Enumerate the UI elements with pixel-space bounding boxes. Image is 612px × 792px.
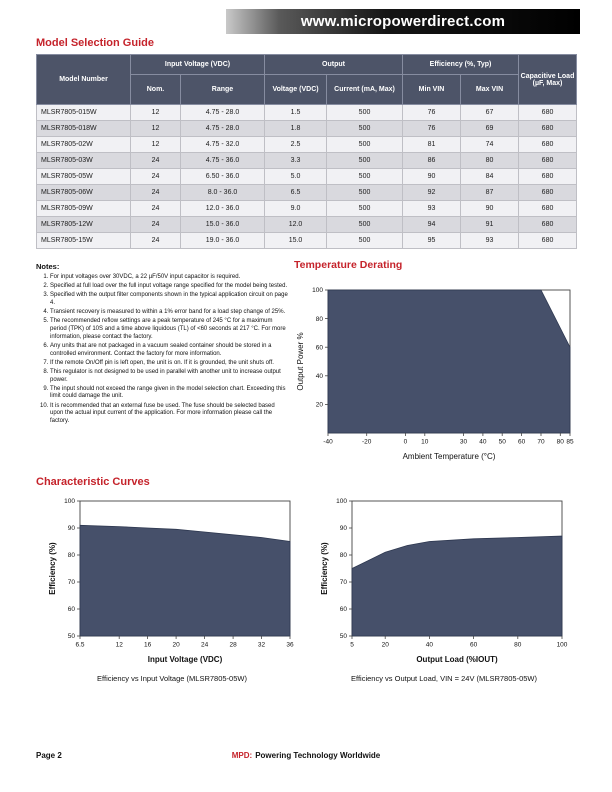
table-body: [37, 105, 577, 249]
col-header-capacitive-load: Capacitive Load (µF, Max): [519, 55, 577, 105]
table-cell: 9.0: [265, 201, 327, 217]
table-cell: 500: [327, 137, 403, 153]
svg-text:40: 40: [315, 373, 323, 380]
svg-text:70: 70: [339, 579, 347, 587]
efficiency-vs-input-voltage-chart: [46, 494, 298, 683]
svg-text:50: 50: [67, 633, 75, 641]
svg-text:16: 16: [143, 641, 152, 649]
table-cell: 6.5: [265, 185, 327, 201]
svg-text:50: 50: [498, 438, 506, 446]
table-cell: 500: [327, 153, 403, 169]
col-header-output: Output: [265, 55, 403, 75]
svg-text:36: 36: [286, 641, 294, 649]
svg-text:80: 80: [339, 552, 347, 560]
svg-text:30: 30: [459, 438, 468, 446]
note-item: 6. Any units that are not packaged in a vacuum sealed container should be stored in a controlled environment. Contact the factory for more information.: [50, 343, 288, 358]
table-cell: 500: [327, 105, 403, 121]
note-item: 8. This regulator is not designed to be used in parallel with another unit to increase output power.: [50, 369, 288, 384]
model-number-cell: MLSR7805-05W: [37, 169, 131, 185]
table-cell: 24: [131, 217, 181, 233]
svg-text:20: 20: [315, 401, 323, 409]
table-cell: 2.5: [265, 137, 327, 153]
model-number-cell: MLSR7805-018W: [37, 121, 131, 137]
svg-text:6.5: 6.5: [75, 641, 85, 649]
notes-title: Notes:: [36, 262, 60, 271]
table-cell: 76: [403, 105, 461, 121]
table-cell: 680: [519, 121, 577, 137]
table-cell: 24: [131, 169, 181, 185]
svg-text:0: 0: [403, 438, 408, 446]
col-header-current: Current (mA, Max): [327, 75, 403, 105]
col-header-nom: Nom.: [131, 75, 181, 105]
col-header-voltage: Voltage (VDC): [265, 75, 327, 105]
note-item: 9. The input should not exceed the range given in the model selection chart. Exceeding this limit could damage the unit.: [50, 386, 288, 401]
table-cell: 94: [403, 217, 461, 233]
table-cell: 680: [519, 105, 577, 121]
derating-chart: [294, 283, 580, 468]
svg-text:60: 60: [67, 606, 75, 614]
table-row: [37, 201, 577, 217]
table-row: [37, 121, 577, 137]
table-cell: 12: [131, 121, 181, 137]
footer-tagline: [0, 751, 612, 760]
chart-caption: Efficiency vs Input Voltage (MLSR7805-05W): [97, 674, 247, 683]
efficiency-vs-output-load-chart: [318, 494, 570, 683]
chart-svg: [294, 283, 578, 463]
svg-text:80: 80: [556, 438, 564, 446]
model-selection-guide-title: Model Selection Guide: [36, 37, 154, 49]
col-header-efficiency: Efficiency (%, Typ): [403, 55, 519, 75]
table-cell: 4.75 - 28.0: [181, 105, 265, 121]
svg-text:32: 32: [257, 641, 266, 649]
svg-text:Efficiency (%): Efficiency (%): [48, 542, 57, 595]
chart-svg: [46, 494, 298, 666]
table-cell: 500: [327, 121, 403, 137]
note-item: 4. Transient recovery is measured to within a 1% error band for a load step change of 25%.: [50, 309, 288, 317]
table-header: [37, 55, 577, 105]
svg-text:20: 20: [381, 641, 389, 649]
brand-label: MPD:: [231, 751, 253, 760]
note-item: 5. The recommended reflow settings are a peak temperature of 245 °C for a maximum period (TPK) of 10S and a time above liquidous (TL) of <60 seconds at 217 °C. For more information, please contact the factory.: [50, 318, 288, 341]
temperature-derating-section: [294, 259, 580, 468]
notes-section: [36, 262, 288, 427]
table-cell: 91: [461, 217, 519, 233]
col-header-range: Range: [181, 75, 265, 105]
svg-text:Output Load (%IOUT): Output Load (%IOUT): [416, 655, 498, 664]
chart-svg: [318, 494, 570, 666]
table-cell: 5.0: [265, 169, 327, 185]
table-cell: 92: [403, 185, 461, 201]
model-number-cell: MLSR7805-02W: [37, 137, 131, 153]
table-cell: 80: [461, 153, 519, 169]
svg-text:5: 5: [350, 641, 354, 649]
table-cell: 24: [131, 153, 181, 169]
svg-text:Efficiency (%): Efficiency (%): [320, 542, 329, 595]
svg-text:28: 28: [229, 641, 237, 649]
table-cell: 680: [519, 185, 577, 201]
table-row: [37, 169, 577, 185]
chart-caption: Efficiency vs Output Load, VIN = 24V (MLSR7805-05W): [351, 674, 537, 683]
note-item: 10. It is recommended that an external fuse be used. The fuse should be selected based upon the actual input current of the application. For more information please call the factory.: [50, 403, 288, 426]
table-cell: 3.3: [265, 153, 327, 169]
table-cell: 19.0 - 36.0: [181, 233, 265, 249]
table-row: [37, 217, 577, 233]
svg-text:70: 70: [537, 438, 545, 446]
table-row: [37, 105, 577, 121]
table-cell: 15.0: [265, 233, 327, 249]
table-cell: 86: [403, 153, 461, 169]
svg-text:70: 70: [67, 579, 75, 587]
svg-text:-20: -20: [361, 438, 372, 446]
svg-text:60: 60: [339, 606, 347, 614]
table-cell: 680: [519, 217, 577, 233]
svg-text:Ambient Temperature (°C): Ambient Temperature (°C): [402, 452, 496, 461]
header-bar: [226, 9, 580, 34]
table-cell: 12: [131, 105, 181, 121]
model-number-cell: MLSR7805-12W: [37, 217, 131, 233]
table-cell: 680: [519, 153, 577, 169]
svg-text:-40: -40: [323, 438, 333, 446]
page-number: Page 2: [36, 751, 62, 760]
table-cell: 4.75 - 28.0: [181, 121, 265, 137]
svg-text:20: 20: [172, 641, 180, 649]
svg-text:85: 85: [566, 438, 574, 446]
table-cell: 1.5: [265, 105, 327, 121]
table-cell: 93: [403, 201, 461, 217]
characteristic-curves-title: Characteristic Curves: [36, 476, 150, 488]
table-cell: 84: [461, 169, 519, 185]
table-cell: 500: [327, 217, 403, 233]
svg-text:60: 60: [315, 344, 323, 352]
table-cell: 1.8: [265, 121, 327, 137]
col-header-input-voltage: Input Voltage (VDC): [131, 55, 265, 75]
svg-text:10: 10: [421, 438, 429, 446]
table-cell: 680: [519, 169, 577, 185]
svg-text:90: 90: [67, 525, 75, 533]
table-cell: 74: [461, 137, 519, 153]
table-cell: 680: [519, 233, 577, 249]
table-cell: 12: [131, 137, 181, 153]
svg-text:80: 80: [67, 552, 75, 560]
svg-text:100: 100: [336, 498, 347, 506]
svg-text:100: 100: [312, 287, 323, 295]
note-item: 1. For input voltages over 30VDC, a 22 µF/50V input capacitor is required.: [50, 274, 288, 282]
svg-text:80: 80: [514, 641, 522, 649]
notes-list: [36, 274, 288, 426]
svg-text:Output Power %: Output Power %: [296, 332, 305, 391]
table-cell: 76: [403, 121, 461, 137]
svg-text:12: 12: [115, 641, 123, 649]
model-number-cell: MLSR7805-03W: [37, 153, 131, 169]
table-cell: 12.0 - 36.0: [181, 201, 265, 217]
table-cell: 4.75 - 36.0: [181, 153, 265, 169]
svg-text:90: 90: [339, 525, 347, 533]
note-item: 7. If the remote On/Off pin is left open, the unit is on. If it is grounded, the unit shuts off.: [50, 360, 288, 368]
col-header-max-vin: Max VIN: [461, 75, 519, 105]
table-cell: 93: [461, 233, 519, 249]
table-cell: 680: [519, 137, 577, 153]
svg-text:40: 40: [479, 438, 487, 446]
table-cell: 24: [131, 185, 181, 201]
table-cell: 500: [327, 233, 403, 249]
svg-text:60: 60: [469, 641, 478, 649]
svg-text:100: 100: [64, 498, 75, 506]
table-cell: 8.0 - 36.0: [181, 185, 265, 201]
table-cell: 87: [461, 185, 519, 201]
table-cell: 24: [131, 233, 181, 249]
char-chart-2: [318, 494, 570, 671]
table-cell: 680: [519, 201, 577, 217]
table-row: [37, 185, 577, 201]
model-number-cell: MLSR7805-015W: [37, 105, 131, 121]
model-number-cell: MLSR7805-09W: [37, 201, 131, 217]
table-cell: 24: [131, 201, 181, 217]
table-cell: 4.75 - 32.0: [181, 137, 265, 153]
svg-text:24: 24: [200, 641, 209, 649]
table-cell: 81: [403, 137, 461, 153]
temperature-derating-title: Temperature Derating: [294, 259, 403, 271]
tagline-text: Powering Technology Worldwide: [255, 751, 381, 760]
table-cell: 90: [461, 201, 519, 217]
svg-text:50: 50: [339, 633, 347, 641]
table-cell: 500: [327, 169, 403, 185]
model-number-cell: MLSR7805-15W: [37, 233, 131, 249]
table-cell: 90: [403, 169, 461, 185]
model-number-cell: MLSR7805-06W: [37, 185, 131, 201]
table-cell: 69: [461, 121, 519, 137]
svg-text:100: 100: [556, 641, 568, 649]
note-item: 2. Specified at full load over the full input voltage range specified for the model being tested.: [50, 283, 288, 291]
table-cell: 500: [327, 185, 403, 201]
table-cell: 15.0 - 36.0: [181, 217, 265, 233]
table-row: [37, 137, 577, 153]
table-cell: 95: [403, 233, 461, 249]
col-header-min-vin: Min VIN: [403, 75, 461, 105]
note-item: 3. Specified with the output filter components shown in the typical application circuit on page 4.: [50, 292, 288, 307]
website-link[interactable]: www.micropowerdirect.com: [300, 13, 506, 30]
svg-text:80: 80: [315, 315, 323, 323]
table-row: [37, 233, 577, 249]
svg-text:60: 60: [517, 438, 526, 446]
table-cell: 6.50 - 36.0: [181, 169, 265, 185]
table-cell: 12.0: [265, 217, 327, 233]
table-row: [37, 153, 577, 169]
model-selection-table: [36, 54, 577, 249]
col-header-model-number: Model Number: [37, 55, 131, 105]
svg-text:40: 40: [425, 641, 434, 649]
table-cell: 500: [327, 201, 403, 217]
table-cell: 67: [461, 105, 519, 121]
char-chart-1: [46, 494, 298, 671]
svg-text:Input Voltage (VDC): Input Voltage (VDC): [147, 655, 223, 664]
